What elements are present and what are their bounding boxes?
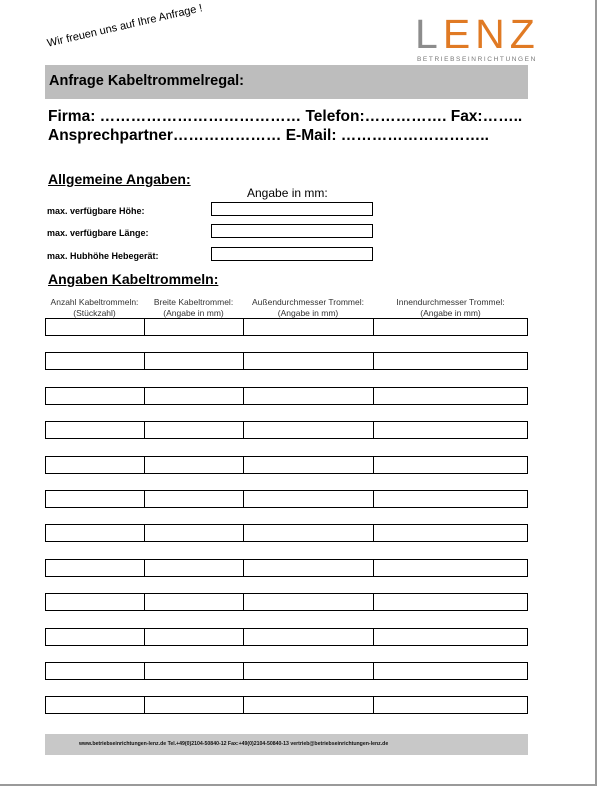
count-cell[interactable] <box>46 491 145 507</box>
table-row <box>45 387 528 405</box>
page-title: Anfrage Kabeltrommelregal: <box>49 73 244 89</box>
unit-note: Angabe in mm: <box>247 186 328 200</box>
count-cell[interactable] <box>46 319 145 335</box>
inner-diameter-cell[interactable] <box>374 560 527 576</box>
outer-diameter-cell[interactable] <box>244 319 374 335</box>
outer-diameter-cell[interactable] <box>244 525 374 541</box>
column-header-outer-diameter: Außendurchmesser Trommel: (Angabe in mm) <box>252 297 364 318</box>
width-cell[interactable] <box>145 594 244 610</box>
count-cell[interactable] <box>46 629 145 645</box>
footer-contact-text: www.betriebseinrichtungen-lenz.de Tel.+49(0)2104-50840-12 Fax:+49(0)2104-50840-13 vertrieb@betriebseinrichtungen-lenz.de <box>79 741 389 747</box>
count-cell[interactable] <box>46 388 145 404</box>
width-cell[interactable] <box>145 422 244 438</box>
length-field[interactable] <box>211 224 373 238</box>
width-cell[interactable] <box>145 388 244 404</box>
column-header-inner-diameter: Innendurchmesser Trommel: (Angabe in mm) <box>396 297 505 318</box>
width-cell[interactable] <box>145 353 244 369</box>
table-row <box>45 490 528 508</box>
table-row <box>45 593 528 611</box>
table-row <box>45 524 528 542</box>
contact-line-person[interactable]: Ansprechpartner………………… E-Mail: ……………………….. <box>48 127 489 144</box>
inner-diameter-cell[interactable] <box>374 388 527 404</box>
title-bar <box>45 65 528 99</box>
logo-subtitle: BETRIEBSEINRICHTUNGEN <box>417 56 537 63</box>
count-cell[interactable] <box>46 525 145 541</box>
count-cell[interactable] <box>46 697 145 713</box>
column-header-width: Breite Kabeltrommel: (Angabe in mm) <box>153 297 234 318</box>
section-heading-drums: Angaben Kabeltrommeln: <box>48 271 219 287</box>
table-row <box>45 696 528 714</box>
table-row <box>45 559 528 577</box>
outer-diameter-cell[interactable] <box>244 422 374 438</box>
length-label: max. verfügbare Länge: <box>47 228 149 238</box>
inner-diameter-cell[interactable] <box>374 422 527 438</box>
outer-diameter-cell[interactable] <box>244 663 374 679</box>
outer-diameter-cell[interactable] <box>244 388 374 404</box>
section-heading-general: Allgemeine Angaben: <box>48 171 191 187</box>
slogan-text: Wir freuen uns auf Ihre Anfrage ! <box>46 2 204 50</box>
width-cell[interactable] <box>145 457 244 473</box>
outer-diameter-cell[interactable] <box>244 353 374 369</box>
inner-diameter-cell[interactable] <box>374 663 527 679</box>
outer-diameter-cell[interactable] <box>244 560 374 576</box>
inner-diameter-cell[interactable] <box>374 319 527 335</box>
outer-diameter-cell[interactable] <box>244 697 374 713</box>
count-cell[interactable] <box>46 594 145 610</box>
table-row <box>45 352 528 370</box>
company-logo <box>415 11 540 67</box>
count-cell[interactable] <box>46 457 145 473</box>
inner-diameter-cell[interactable] <box>374 697 527 713</box>
width-cell[interactable] <box>145 663 244 679</box>
footer-bar <box>45 734 528 755</box>
inner-diameter-cell[interactable] <box>374 629 527 645</box>
inner-diameter-cell[interactable] <box>374 525 527 541</box>
inner-diameter-cell[interactable] <box>374 353 527 369</box>
count-cell[interactable] <box>46 353 145 369</box>
width-cell[interactable] <box>145 697 244 713</box>
count-cell[interactable] <box>46 560 145 576</box>
inner-diameter-cell[interactable] <box>374 457 527 473</box>
outer-diameter-cell[interactable] <box>244 594 374 610</box>
table-row <box>45 628 528 646</box>
height-label: max. verfügbare Höhe: <box>47 206 145 216</box>
lift-height-label: max. Hubhöhe Hebegerät: <box>47 251 159 261</box>
contact-line-company[interactable]: Firma: ………………………………… Telefon:……………. Fax:…….. <box>48 108 523 125</box>
table-row <box>45 662 528 680</box>
column-header-count: Anzahl Kabeltrommeln: (Stückzahl) <box>50 297 139 318</box>
width-cell[interactable] <box>145 560 244 576</box>
inner-diameter-cell[interactable] <box>374 491 527 507</box>
width-cell[interactable] <box>145 525 244 541</box>
table-row <box>45 421 528 439</box>
logo-wordmark: LENZ <box>415 11 540 57</box>
count-cell[interactable] <box>46 422 145 438</box>
table-row <box>45 456 528 474</box>
inner-diameter-cell[interactable] <box>374 594 527 610</box>
width-cell[interactable] <box>145 319 244 335</box>
outer-diameter-cell[interactable] <box>244 629 374 645</box>
height-field[interactable] <box>211 202 373 216</box>
outer-diameter-cell[interactable] <box>244 457 374 473</box>
outer-diameter-cell[interactable] <box>244 491 374 507</box>
width-cell[interactable] <box>145 629 244 645</box>
count-cell[interactable] <box>46 663 145 679</box>
width-cell[interactable] <box>145 491 244 507</box>
table-row <box>45 318 528 336</box>
lift-height-field[interactable] <box>211 247 373 261</box>
